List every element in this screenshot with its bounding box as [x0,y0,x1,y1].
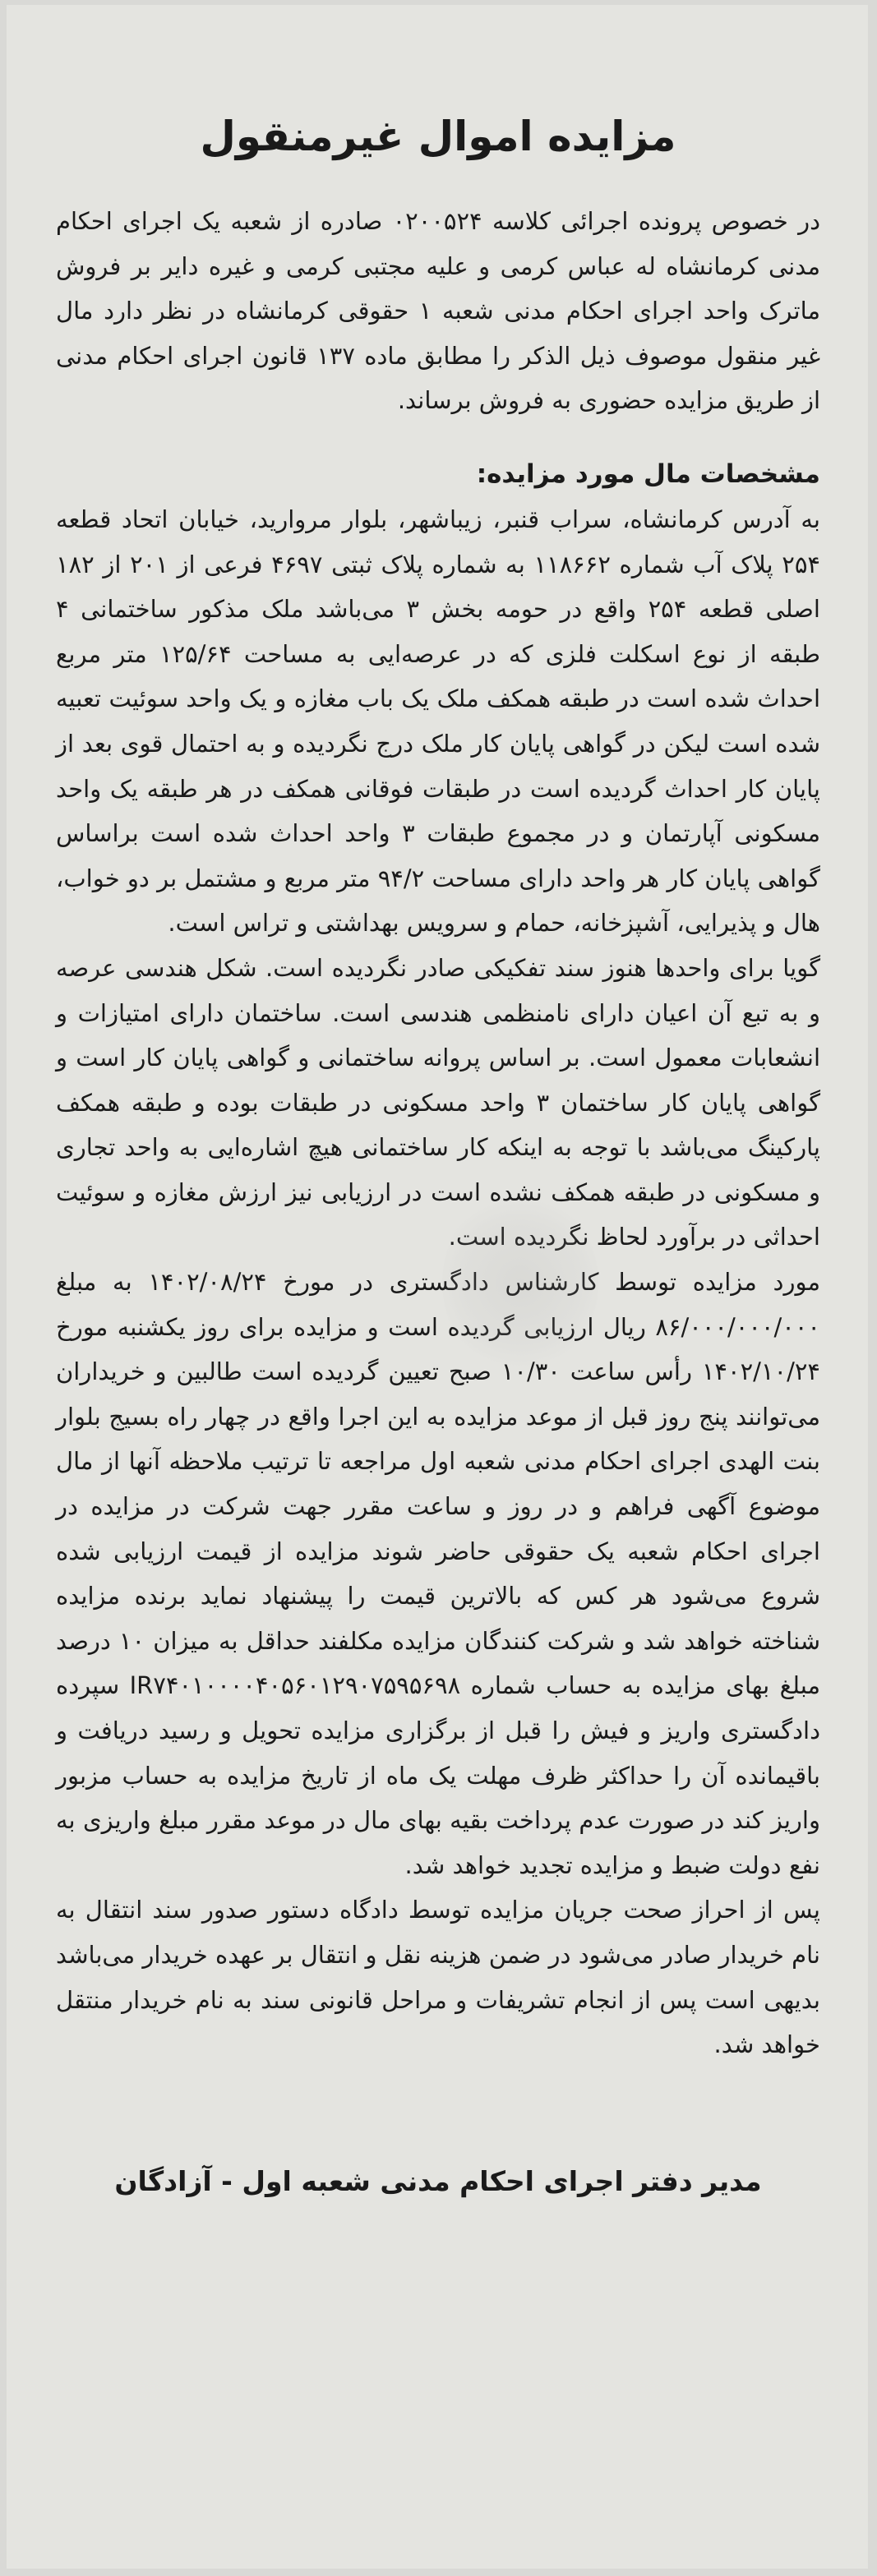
auction-paragraph: مورد مزایده توسط کارشناس دادگستری در مورخ ۱۴۰۲/۰۸/۲۴ به مبلغ ۸۶/۰۰۰/۰۰۰/۰۰۰ ریال ارزیابی گردیده است و مزایده برای روز یکشنبه مورخ ۱۴۰۲/۱۰/۲۴ رأس ساعت ۱۰/۳۰ صبح تعیین گردیده است طالبین و خریداران می‌توانند پنج روز قبل از موعد مزایده به این اجرا واقع در چهار راه بسیج بلوار بنت الهدی اجرای احکام مدنی شعبه اول مراجعه تا ترتیب ملاحظه آنها از مال موضوع آگهی فراهم و در روز و ساعت مقرر جهت شرکت در مزایده در اجرای احکام شعبه یک حقوقی حاضر شوند مزایده از قیمت ارزیابی شده شروع می‌شود هر کس که بالاترین قیمت را پیشنهاد نماید برنده مزایده شناخته خواهد شد و شرکت کنندگان مزایده مکلفند حداقل به میزان ۱۰ درصد مبلغ بهای مزایده به حساب شماره IR۷۴۰۱۰۰۰۰۴۰۵۶۰۱۲۹۰۷۵۹۵۶۹۸ سپرده دادگستری واریز و فیش را قبل از برگزاری مزایده تحویل و رسید دریافت و باقیمانده آن را حداکثر ظرف مهلت یک ماه از تاریخ مزایده به حساب مزبور واریز کند در صورت عدم پرداخت بقیه بهای مال در موعد مقرر مبلغ واریزی به نفع دولت ضبط و مزایده تجدید خواهد شد. [56,1268,821,1879]
transfer-paragraph: پس از احراز صحت جریان مزایده توسط دادگاه دستور صدور سند انتقال به نام خریدار صادر می‌شود در ضمن هزینه نقل و انتقال بر عهده خریدار می‌باشد بدیهی است پس از انجام تشریفات و مراحل قانونی سند به نام خریدار منتقل خواهد شد. [56,1896,820,2059]
specs-paragraph: به آدرس کرمانشاه، سراب قنبر، زیباشهر، بلوار مروارید، خیابان اتحاد قطعه ۲۵۴ پلاک آب شماره ۱۱۸۶۶۲ به شماره پلاک ثبتی ۴۶۹۷ فرعی از ۲۰۱ از ۱۸۲ اصلی قطعه ۲۵۴ واقع در حومه بخش ۳ می‌باشد ملک مذکور ساختمانی ۴ طبقه از نوع اسکلت فلزی که در عرصه‌ایی به مساحت ۱۲۵/۶۴ متر مربع احداث شده است در طبقه همکف ملک یک باب مغازه و یک واحد سوئیت تعبیه شده است لیکن در گواهی پایان کار ملک درج نگردیده و به احتمال قوی بعد از پایان کار احداث گردیده است در طبقات فوقانی همکف در هر طبقه یک واحد مسکونی آپارتمان و در مجموع طبقات ۳ واحد احداث شده است براساس گواهی پایان کار هر واحد دارای مساحت ۹۴/۲ متر مربع و مشتمل بر دو خواب، هال و پذیرایی، آشپزخانه، حمام و سرویس بهداشتی و تراس است. [56,505,821,938]
newspaper-notice [7,5,868,2569]
notice-title: مزایده اموال غیرمنقول [200,113,676,160]
specs-heading: مشخصات مال مورد مزایده: [476,459,820,489]
signature-line: مدیر دفتر اجرای احکام مدنی شعبه اول - آزادگان [114,2164,762,2197]
status-paragraph: گویا برای واحدها هنوز سند تفکیکی صادر نگردیده است. شکل هندسی عرصه و به تبع آن اعیان دارای نامنظمی هندسی است. ساختمان دارای امتیازات و انشعابات معمول است. بر اساس پروانه ساختمانی و گواهی پایان کار است و گواهی پایان کار ساختمان ۳ واحد مسکونی در طبقات بوده و طبقه همکف پارکینگ می‌باشد با توجه به اینکه کار ساختمانی هیچ اشاره‌ایی به واحد تجاری و مسکونی در طبقه همکف نشده است در ارزیابی نیز ارزش مغازه و سوئیت احداثی در برآورد لحاظ نگردیده است. [56,953,820,1251]
intro-paragraph: در خصوص پرونده اجرائی کلاسه ۰۲۰۰۵۲۴ صادره از شعبه یک اجرای احکام مدنی کرمانشاه له عباس کرمی و علیه مجتبی کرمی و غیره دایر بر فروش ماترک واحد اجرای احکام مدنی شعبه ۱ حقوقی کرمانشاه در نظر دارد مال غیر منقول موصوف ذیل الذکر را مطابق ماده ۱۳۷ قانون اجرای احکام مدنی از طریق مزایده حضوری به فروش برساند. [56,207,821,415]
